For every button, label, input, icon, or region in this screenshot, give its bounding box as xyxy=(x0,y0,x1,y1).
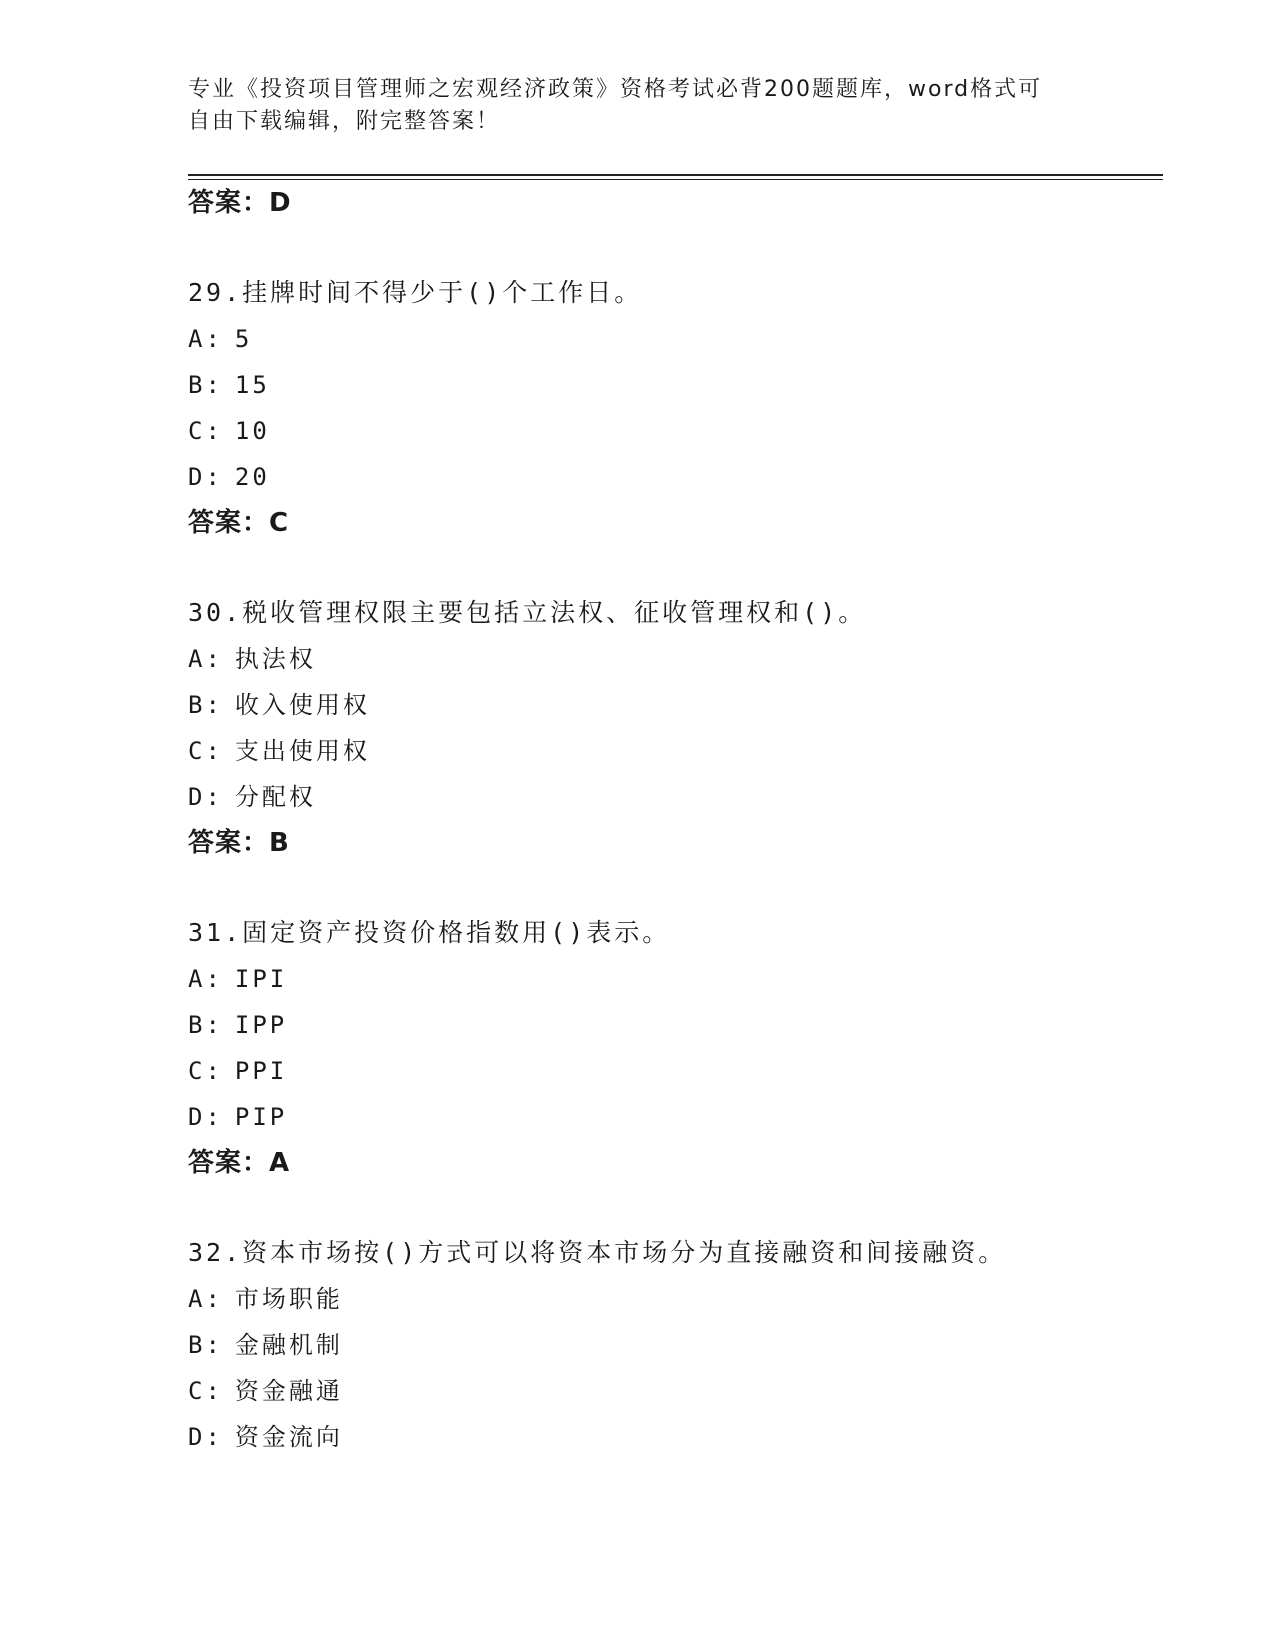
option-text: 分配权 xyxy=(234,783,316,811)
answer-option xyxy=(188,1282,1168,1316)
option-text: 资金融通 xyxy=(234,1377,343,1405)
option-text: PIP xyxy=(234,1103,288,1131)
answer-key: 答案：C xyxy=(188,508,290,538)
option-label: D: xyxy=(188,1103,223,1131)
option-label: D: xyxy=(188,783,223,811)
option-text: 收入使用权 xyxy=(234,691,370,719)
question-block xyxy=(188,276,1168,540)
option-label: A: xyxy=(188,645,223,673)
option-text: 5 xyxy=(234,325,253,353)
option-text: 20 xyxy=(234,463,270,491)
answer-option xyxy=(188,1008,1168,1042)
answer-option xyxy=(188,414,1168,448)
question-text: 32.资本市场按()方式可以将资本市场分为直接融资和间接融资。 xyxy=(188,1238,1007,1267)
option-text: PPI xyxy=(234,1057,288,1085)
answer-option xyxy=(188,368,1168,402)
document-page xyxy=(188,74,1168,1466)
option-label: C: xyxy=(188,1057,223,1085)
option-label: C: xyxy=(188,417,223,445)
question-block xyxy=(188,916,1168,1180)
answer-option xyxy=(188,1420,1168,1454)
option-label: B: xyxy=(188,371,223,399)
answer-option xyxy=(188,322,1168,356)
header-line-1: 专业《投资项目管理师之宏观经济政策》资格考试必背200题题库，word格式可 xyxy=(188,77,1043,102)
option-text: 10 xyxy=(234,417,270,445)
header-divider xyxy=(188,174,1163,180)
answer-option xyxy=(188,642,1168,676)
option-text: IPI xyxy=(234,965,288,993)
option-text: 执法权 xyxy=(234,645,316,673)
question-block xyxy=(188,596,1168,860)
option-text: 15 xyxy=(234,371,270,399)
option-text: 金融机制 xyxy=(234,1331,343,1359)
option-text: 资金流向 xyxy=(234,1423,343,1451)
answer-option xyxy=(188,1374,1168,1408)
option-label: A: xyxy=(188,965,223,993)
option-label: C: xyxy=(188,737,223,765)
answer-key: 答案：B xyxy=(188,828,290,858)
document-header xyxy=(188,74,1068,138)
option-text: 市场职能 xyxy=(234,1285,343,1313)
previous-answer: 答案：D xyxy=(188,188,292,218)
option-label: B: xyxy=(188,691,223,719)
question-text: 31.固定资产投资价格指数用()表示。 xyxy=(188,918,671,947)
header-line-2: 自由下载编辑，附完整答案！ xyxy=(188,109,501,134)
option-text: 支出使用权 xyxy=(234,737,370,765)
question-list xyxy=(188,276,1168,1454)
answer-option xyxy=(188,688,1168,722)
answer-option xyxy=(188,962,1168,996)
question-text: 30.税收管理权限主要包括立法权、征收管理权和()。 xyxy=(188,598,867,627)
question-text: 29.挂牌时间不得少于()个工作日。 xyxy=(188,278,643,307)
option-label: A: xyxy=(188,325,223,353)
option-label: B: xyxy=(188,1011,223,1039)
option-label: C: xyxy=(188,1377,223,1405)
answer-option xyxy=(188,780,1168,814)
answer-option xyxy=(188,460,1168,494)
option-label: D: xyxy=(188,463,223,491)
option-text: IPP xyxy=(234,1011,288,1039)
answer-option xyxy=(188,734,1168,768)
answer-option xyxy=(188,1100,1168,1134)
option-label: A: xyxy=(188,1285,223,1313)
question-block xyxy=(188,1236,1168,1454)
option-label: B: xyxy=(188,1331,223,1359)
answer-option xyxy=(188,1328,1168,1362)
answer-key: 答案：A xyxy=(188,1148,291,1178)
option-label: D: xyxy=(188,1423,223,1451)
answer-option xyxy=(188,1054,1168,1088)
